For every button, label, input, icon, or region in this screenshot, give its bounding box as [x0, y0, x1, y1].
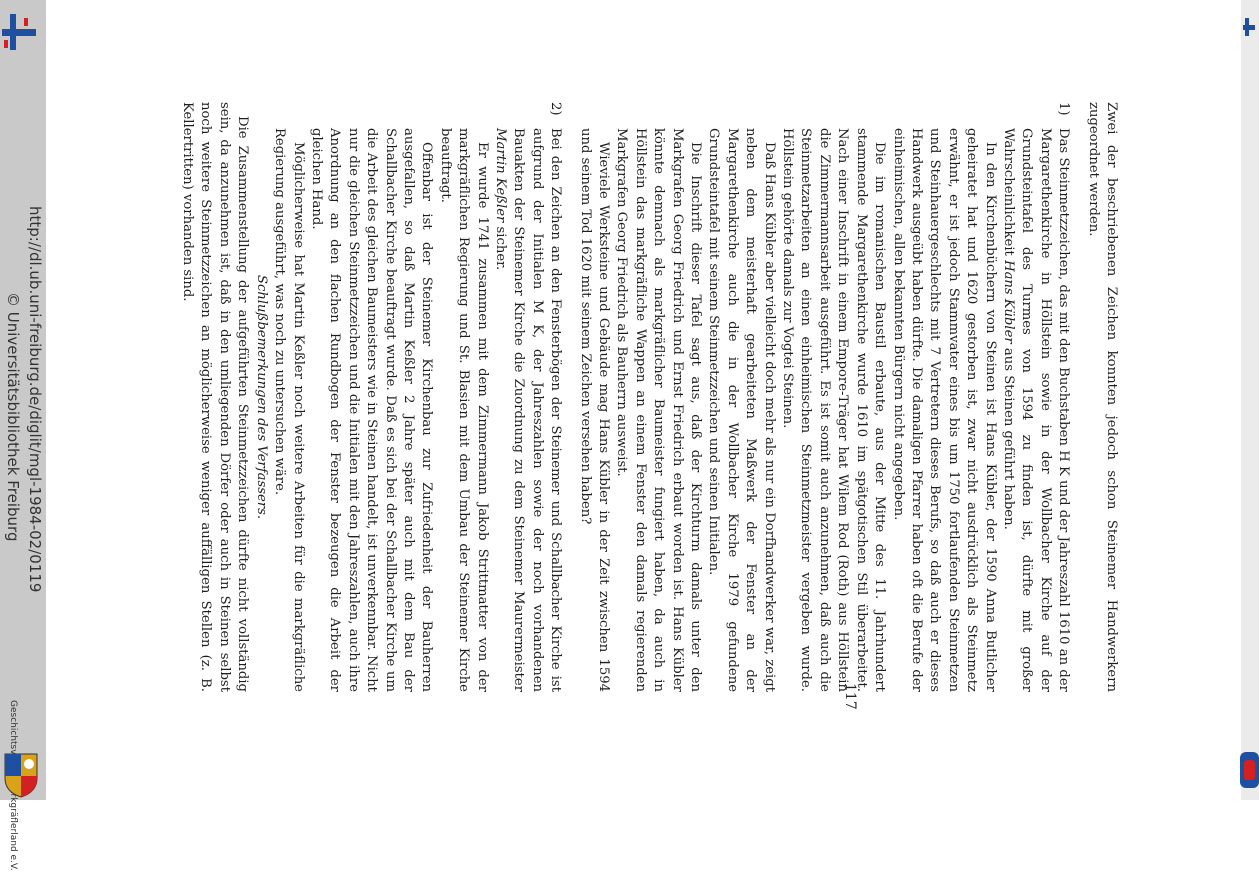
- paragraph: Er wurde 1741 zusammen mit dem Zimmermann Jakob Strittmatter von der markgräflichen Regierung und St. Blasien mit dem Umbau der Steinemer Kirche beauftragt.: [437, 128, 490, 692]
- right-crest-icon: [1240, 752, 1259, 788]
- list-item: [575, 102, 1072, 692]
- document-url[interactable]: http://dl.ub.uni-freiburg.de/diglit/mgl-1984-02/0119: [26, 206, 44, 593]
- paragraph: Bei den Zeichen an den Fensterbögen der Steinemer und Schallbacher Kirche ist aufgrund der Initialen M K, der Jahreszahlen sowie der noch vorhandenen Bauakten der Steinemer Kirche die Zuordnung zu dem Steinemer Maurermeister Martin Keßler sicher.: [493, 128, 564, 692]
- intro-paragraph: Zwei der beschriebenen Zeichen konnten jedoch schon Steinemer Handwerkern zugeordnet werden.: [1085, 102, 1119, 692]
- paragraph: Möglicherweise hat Martin Keßler noch weitere Arbeiten für die markgräfliche Regierung ausgeführt, was noch zu untersuchen wäre.: [272, 128, 306, 692]
- paragraph: Wieviele Werksteine und Gebäude mag Hans Kübler in der Zeit zwischen 1594 und seinem Tod 1620 mit seinem Zeichen versehen haben?: [577, 128, 612, 692]
- university-logo-icon: [2, 14, 36, 50]
- paragraph: Die Zusammenstellung der aufgeführten Steinmetzzeichen dürfte nicht vollständig sein, da anzunehmen ist, daß in den umliegenden Dörfer oder auch in Steinen selbst noch weitere Steinmetzzeichen an möglicherweise weniger auffälligen Stellen (z. B. Kellertritten) vorhanden sind.: [180, 102, 251, 692]
- copyright-line: © Universitätsbibliothek Freiburg: [4, 292, 22, 542]
- viewer-right-strip: [1241, 0, 1259, 800]
- scanned-page: [178, 102, 1120, 692]
- paragraph: Das Steinmetzzeichen, das mit den Buchstaben H K und der Jahreszahl 1610 an der Margarethenkirche in Höllstein sowie in der Wollbacher Kirche auf der Grundsteintafel des Turmes von 1594 zu finden ist, dürfte mit großer Wahrscheinlichkeit Hans Kübler aus Steinen geführt haben.: [1000, 128, 1072, 692]
- page-number: 117: [842, 683, 858, 710]
- paragraph: In den Kirchenbüchern von Steinen ist Hans Kübler, der 1590 Anna Butlicher geheiratet hat und 1620 gestorben ist, zwar nicht ausdrücklich als Steinmetz erwähnt, er ist jedoch Stammvater eines bis um 1750 fortlaufenden Steinmetzen und Steinhauergeschlechts mit 7 Vertretern dieses Berufs, so daß auch er dieses Handwerk ausgeübt haben dürfte. Die damaligen Pfarrer haben oft die Berufe der einheimischen, allen bekannten Bürgern nicht angegeben.: [890, 128, 998, 692]
- person-name: Hans Kübler: [1000, 260, 1016, 344]
- person-name: Martin Keßler: [493, 128, 508, 223]
- item-number: 1): [1056, 102, 1072, 116]
- section-heading: Schlußbemerkungen des Verfassers.: [253, 274, 269, 520]
- society-crest-icon: [3, 752, 39, 798]
- right-logo-icon: [1243, 18, 1255, 36]
- paragraph: Offenbar ist der Steinemer Kirchenbau zur Zufriedenheit der Bauherren ausgefallen, so daß Martin Keßler 2 Jahre später auch mit dem Bau der Schallbacher Kirche beauftragt wurde. Daß es sich bei der Schallbacher Kirche um die Arbeit des gleichen Baumeisters wie in Steinen handelt, ist unverkennbar. Nicht nur die gleichen Steinmetzzeichen und die Initialen mit den Jahreszahlen, auch ihre Anordnung an den flachen Rundbogen der Fenster bezeugen die Arbeit der gleichen Hand.: [308, 128, 435, 692]
- paragraph: Die im romanischen Baustil erbaute, aus der Mitte des 11. Jahrhundert stammende Margarethenkirche wurde 1610 im spätgotischen Stil überarbeitet. Nach einer Inschrift in einem Empore-Träger hat Wilem Rod (Roth) aus Höllstein die Zimmermannsarbeit ausgeführt. Es ist somit auch anzunehmen, daß auch die Steinmetzarbeiten an einen einheimischen Steinmetzmeister vergeben wurde. Höllstein gehörte damals zur Vogtei Steinen.: [780, 128, 888, 692]
- list-item: [270, 102, 565, 692]
- paragraph: Die Inschrift dieser Tafel sagt aus, daß der Kirchturm damals unter den Markgrafen Georg Friedrich und Ernst Friedrich erbaut worden ist. Hans Kübler könnte demnach als markgräflicher Baumeister fungiert haben, da auch in Höllstein das markgräfliche Wappen an einem Fenster den damals regierenden Markgrafen Georg Friedrich als Bauherrn ausweist.: [614, 128, 704, 692]
- item-number: 2): [548, 102, 564, 116]
- paragraph: Daß Hans Kübler aber vielleicht doch mehr als nur ein Dorfhandwerker war, zeigt neben dem meisterhaft gearbeiteten Maßwerk der Fenster an der Margarethenkirche auch die in der Wollbacher Kirche 1979 gefundene Grundsteintafel mit seinem Steinmetzzeichen und seinen Initialen.: [706, 128, 777, 692]
